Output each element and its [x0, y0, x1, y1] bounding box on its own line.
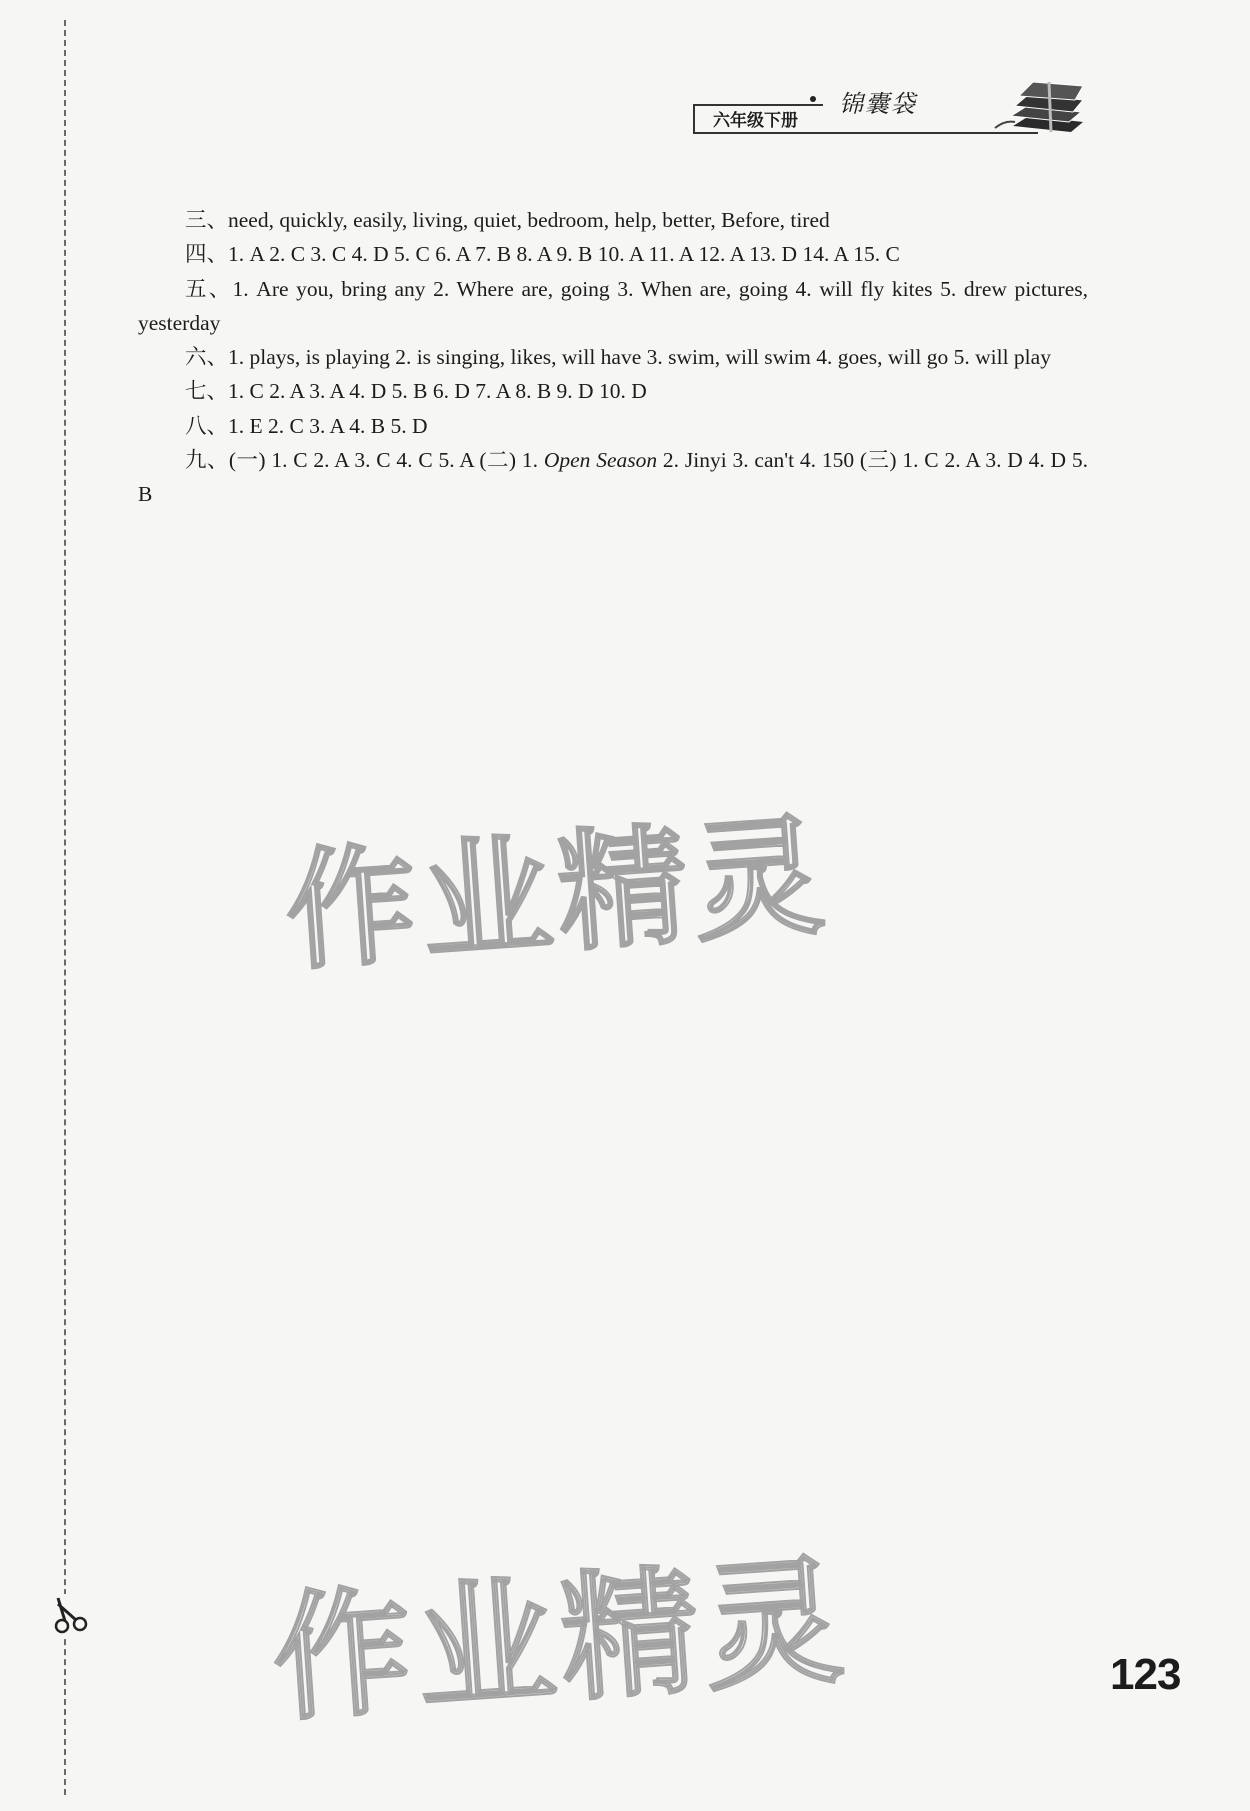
answer-section-9 — [138, 443, 1088, 512]
header-rule — [693, 132, 1038, 134]
stacked-books-icon — [993, 76, 1085, 136]
answer-key — [138, 203, 1088, 512]
header-dot — [810, 96, 816, 102]
answer-section-5: 五、1. Are you, bring any 2. Where are, going 3. When are, going 4. will fly kites 5. drew pictures, yesterday — [138, 276, 1088, 335]
answer-section-9-part2: 2. Jinyi 3. can't 4. 150 (三) 1. C 2. A 3. D 4. D 5. B — [138, 448, 1089, 507]
series-title: 锦囊袋 — [839, 90, 917, 118]
answer-section-9-title: Open Season — [543, 448, 658, 473]
grade-label: 六年级下册 — [693, 104, 823, 132]
watermark: 作业精灵 — [281, 799, 835, 989]
cut-line — [64, 20, 66, 1795]
answer-section-9-part1: 九、(一) 1. C 2. A 3. C 4. C 5. A (二) 1. — [185, 448, 544, 473]
answer-section-7: 七、1. C 2. A 3. A 4. D 5. B 6. D 7. A 8. B 9. D 10. D — [185, 379, 647, 404]
watermark: 作业精灵 — [267, 1540, 854, 1741]
answer-section-4: 四、1. A 2. C 3. C 4. D 5. C 6. A 7. B 8. A 9. B 10. A 11. A 12. A 13. D 14. A 15. C — [185, 242, 900, 267]
answer-section-8: 八、1. E 2. C 3. A 4. B 5. D — [185, 413, 428, 438]
page-header — [693, 76, 1085, 136]
scissors-icon — [50, 1594, 92, 1636]
page-number: 123 — [1110, 1650, 1181, 1699]
answer-section-6: 六、1. plays, is playing 2. is singing, likes, will have 3. swim, will swim 4. goes, will go 5. will play — [185, 345, 1051, 370]
answer-section-3: 三、need, quickly, easily, living, quiet, bedroom, help, better, Before, tired — [185, 208, 830, 232]
